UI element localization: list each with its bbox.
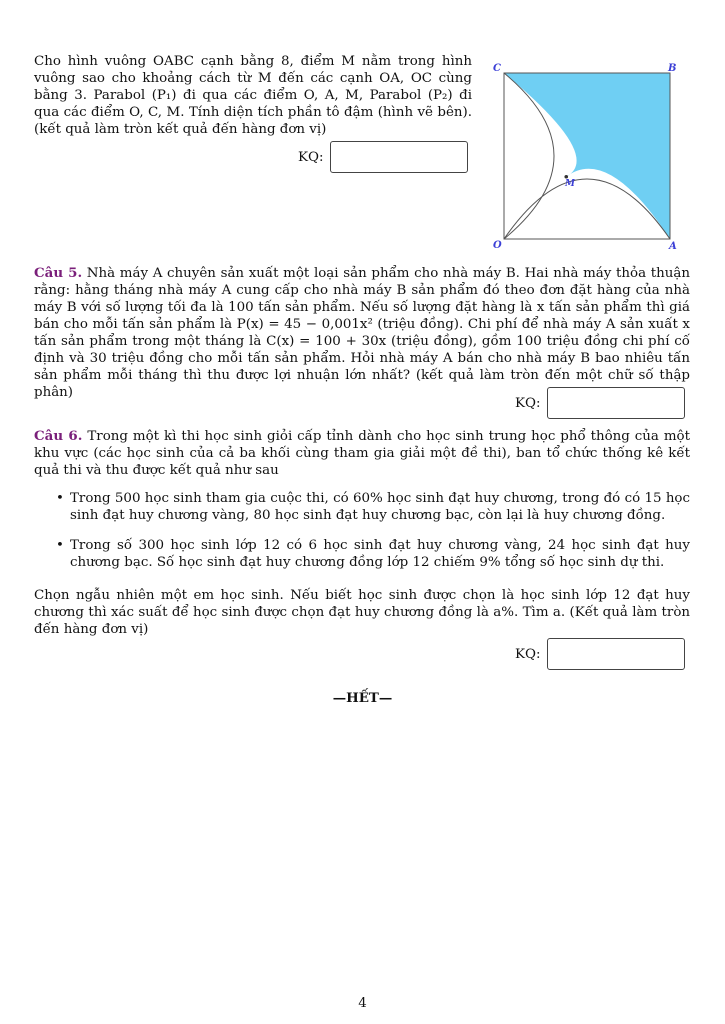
square-parabola-figure <box>490 58 690 254</box>
list-item: • Trong 500 học sinh tham gia cuộc thi, có 60% học sinh đạt huy chương, trong đó có 15 học sinh đạt huy chương vàng, 80 học sinh đạt huy chương bạc, còn lại là huy chương đồng. <box>34 490 690 524</box>
label-b: B <box>668 63 677 74</box>
list-item: • Trong số 300 học sinh lớp 12 có 6 học sinh đạt huy chương vàng, 24 học sinh đạt huy chương bạc. Số học sinh đạt huy chương đồng lớp 12 chiếm 9% tổng số học sinh dự thi. <box>34 537 690 571</box>
point-m <box>564 175 568 179</box>
answer-field-intro <box>298 141 468 173</box>
answer-label: KQ: <box>515 646 541 662</box>
answer-box[interactable] <box>547 638 685 670</box>
label-o: O <box>493 240 502 251</box>
answer-box[interactable] <box>330 141 468 173</box>
label-a: A <box>669 241 677 252</box>
question-6 <box>34 428 690 479</box>
page-number: 4 <box>358 996 367 1011</box>
answer-label: KQ: <box>515 395 541 411</box>
question-6-conclusion: Chọn ngẫu nhiên một em học sinh. Nếu biết học sinh được chọn là học sinh lớp 12 đạt huy chương thì xác suất để học sinh được chọn đạt huy chương đồng là a%. Tìm a. (Kết quả làm tròn đến hàng đơn vị) <box>34 588 690 637</box>
question-5 <box>34 265 690 401</box>
answer-field-q5 <box>515 387 685 419</box>
end-marker: —HẾT— <box>332 690 393 706</box>
question-6-bullet-list <box>34 490 690 584</box>
question-5-label: Câu 5. <box>34 265 83 281</box>
label-c: C <box>493 63 501 74</box>
problem-intro-text: Cho hình vuông OABC cạnh bằng 8, điểm M nằm trong hình vuông sao cho khoảng cách từ M đến các cạnh OA, OC cùng bằng 3. Parabol (P₁) đi qua các điểm O, A, M, Parabol (P₂) đi qua các điểm O, C, M. Tính diện tích phần tô đậm (hình vẽ bên). (kết quả làm tròn kết quả đến hàng đơn vị) <box>34 54 472 137</box>
answer-box[interactable] <box>547 387 685 419</box>
question-6-label: Câu 6. <box>34 428 83 444</box>
question-6-text: Trong một kì thi học sinh giỏi cấp tỉnh dành cho học sinh trung học phổ thông của một khu vực (các học sinh của cả ba khối cùng tham gia giải một đề thi), ban tổ chức thống kê kết quả thi và thu được kết quả như sau <box>34 429 690 478</box>
answer-label: KQ: <box>298 149 324 165</box>
answer-field-q6 <box>515 638 685 670</box>
question-5-text: Nhà máy A chuyên sản xuất một loại sản phẩm cho nhà máy B. Hai nhà máy thỏa thuận rằng: hằng tháng nhà máy A cung cấp cho nhà máy B sản phẩm đó theo đơn đặt hàng của nhà máy B với số lượng tối đa là 100 tấn sản phẩm. Nếu số lượng đặt hàng là x tấn sản phẩm thì giá bán cho mỗi tấn sản phẩm là P(x) = 45 − 0,001x² (triệu đồng). Chi phí để nhà máy A sản xuất x tấn sản phẩm trong một tháng là C(x) = 100 + 30x (triệu đồng), gồm 100 triệu đồng chi phí cố định và 30 triệu đồng cho mỗi tấn sản phẩm. Hỏi nhà máy A bán cho nhà máy B bao nhiêu tấn sản phẩm mỗi tháng thì thu được lợi nhuận lớn nhất? (kết quả làm tròn đến một chữ số thập phân) <box>34 266 690 400</box>
label-m: M <box>565 179 575 189</box>
